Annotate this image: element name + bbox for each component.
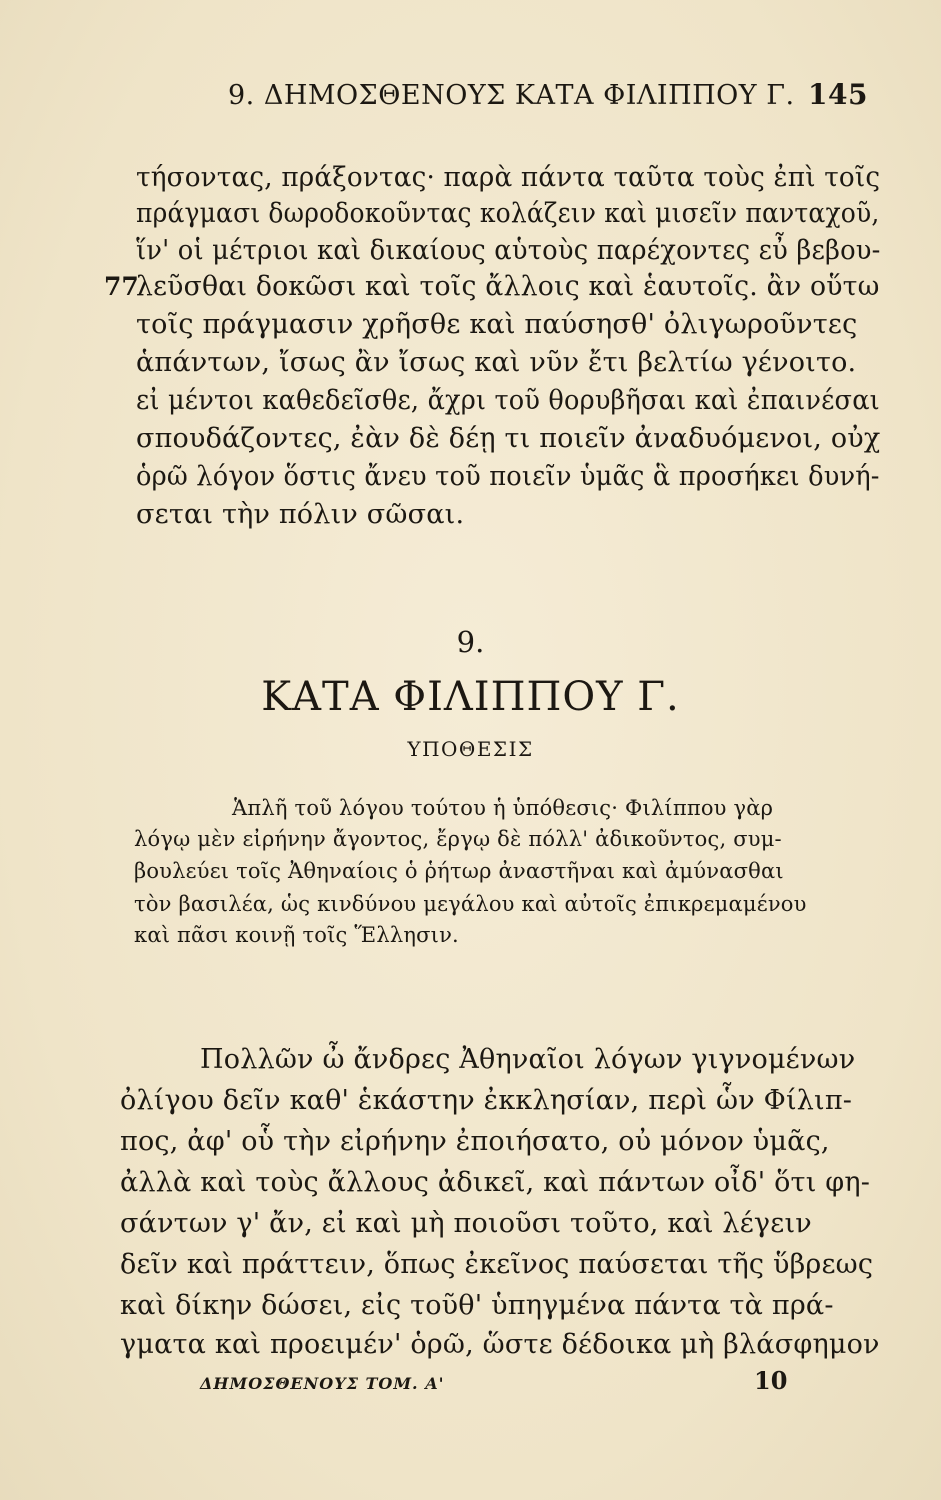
text-line: πράγμασι δωροδοκοῦντας κολάζειν καὶ μισεῖν πανταχοῦ, (136, 198, 880, 229)
speech-line: ἀλλὰ καὶ τοὺς ἄλλους ἀδικεῖ, καὶ πάντων οἶδ' ὅτι φη- (120, 1167, 871, 1198)
hypothesis-line: τὸν βασιλέα, ὡς κινδύνου μεγάλου καὶ αὐτοῖς ἐπικρεμαμένου (134, 892, 807, 916)
hypothesis-line: καὶ πᾶσι κοινῇ τοῖς Ἕλλησιν. (134, 923, 459, 947)
text-line: ἁπάντων, ἴσως ἂν ἴσως καὶ νῦν ἔτι βελτίω γένοιτο. (136, 347, 857, 378)
speech-line: ὀλίγου δεῖν καθ' ἑκάστην ἐκκλησίαν, περὶ ὧν Φίλιπ- (120, 1085, 853, 1116)
printer-signature: ΔΗΜΟΣΘΕΝΟΥΣ ΤΟΜ. Α' (200, 1374, 445, 1393)
hypothesis-line: Ἁπλῆ τοῦ λόγου τούτου ἡ ὑπόθεσις· Φιλίππου γὰρ (232, 796, 774, 820)
text-line: σπουδάζοντες, ἐὰν δὲ δέῃ τι ποιεῖν ἀναδυόμενοι, οὐχ (136, 423, 881, 454)
hypothesis-line: βουλεύει τοῖς Ἀθηναίοις ὁ ῥήτωρ ἀναστῆναι καὶ ἀμύνασθαι (134, 859, 784, 883)
speech-line: γματα καὶ προειμέν' ὁρῶ, ὥστε δέδοικα μὴ βλάσφημον (120, 1329, 880, 1360)
running-head (228, 78, 868, 118)
speech-line: πος, ἀφ' οὗ τὴν εἰρήνην ἐποιήσατο, οὐ μόνον ὑμᾶς, (120, 1126, 830, 1157)
speech-line: σάντων γ' ἄν, εἰ καὶ μὴ ποιοῦσι τοῦτο, καὶ λέγειν (120, 1208, 812, 1239)
text-line: λεῦσθαι δοκῶσι καὶ τοῖς ἄλλοις καὶ ἑαυτοῖς. ἂν οὕτω (136, 271, 880, 302)
speech-line: καὶ δίκην δώσει, εἰς τοῦθ' ὑπηγμένα πάντα τὰ πρά- (120, 1290, 834, 1321)
text-line: τήσοντας, πράξοντας· παρὰ πάντα ταῦτα τοὺς ἐπὶ τοῖς (136, 162, 881, 193)
section-title: ΚΑΤΑ ΦΙΛΙΠΠΟΥ Γ. (261, 674, 680, 720)
text-line: σεται τὴν πόλιν σῶσαι. (136, 499, 465, 530)
section-number: 9. (456, 625, 485, 659)
text-line: τοῖς πράγμασιν χρῆσθε καὶ παύσησθ' ὀλιγωροῦντες (136, 309, 858, 340)
page-number: 145 (808, 78, 868, 111)
running-title: 9. ΔΗΜΟΣΘΕΝΟΥΣ ΚΑΤΑ ΦΙΛΙΠΠΟΥ Γ. (228, 80, 795, 111)
margin-line-number: 77 (104, 272, 139, 301)
sheet-number: 10 (754, 1366, 788, 1395)
text-line: εἰ μέντοι καθεδεῖσθε, ἄχρι τοῦ θορυβῆσαι καὶ ἐπαινέσαι (136, 385, 880, 416)
speech-line: Πολλῶν ὦ ἄνδρες Ἀθηναῖοι λόγων γιγνομένων (200, 1044, 856, 1075)
text-line: ἵν' οἱ μέτριοι καὶ δικαίους αὑτοὺς παρέχοντες εὖ βεβου- (136, 235, 881, 266)
hypothesis-line: λόγῳ μὲν εἰρήνην ἄγοντος, ἔργῳ δὲ πόλλ' ἀδικοῦντος, συμ- (134, 827, 782, 851)
speech-line: δεῖν καὶ πράττειν, ὅπως ἐκεῖνος παύσεται τῆς ὕβρεως (120, 1249, 874, 1280)
hypothesis-heading: ΥΠΟΘΕΣΙΣ (407, 737, 534, 761)
text-line: ὁρῶ λόγον ὅστις ἄνευ τοῦ ποιεῖν ὑμᾶς ἃ προσήκει δυνή- (136, 461, 880, 492)
